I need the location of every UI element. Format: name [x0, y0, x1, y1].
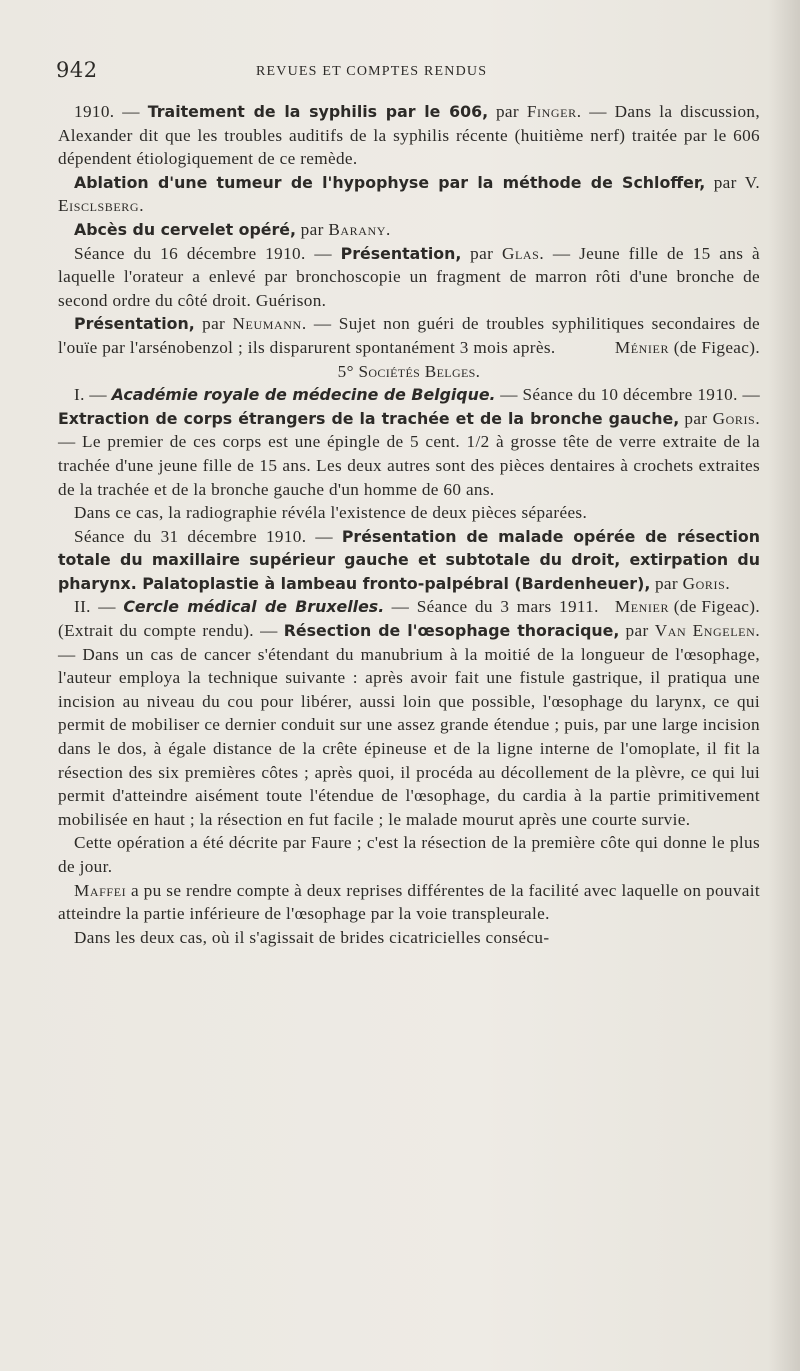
paragraph-cervelet: Abcès du cervelet opéré, par Barany.	[74, 219, 391, 239]
paragraph-academie-royale: I. — Académie royale de médecine de Belgique. — Séance du 10 décembre 1910. — Extraction de corps étrangers de la trachée et de la bronche gauche, par Goris. — Le premier de ces corps est une épingle de 5 cent. 1/2 à grosse tête de verre extraite de la trachée d'une jeune fille de 15 ans. Les deux autres sont des pièces dentaires à crochets extraites de la trachée et de la bronche gauche d'un homme de 60 ans.	[58, 385, 760, 499]
author-name: Barany	[328, 219, 387, 239]
paragraph-faure: Cette opération a été décrite par Faure ; c'est la résection de la première côte qui donne le plus de jour.	[58, 833, 760, 876]
item-title: Extraction de corps étrangers de la trachée et de la bronche gauche,	[58, 408, 680, 428]
author-name: Van Engelen	[654, 621, 756, 641]
paragraph-maffei: Maffei a pu se rendre compte à deux reprises différentes de la facilité avec laquelle on pouvait atteindre la partie inférieure de l'œsophage par la voie transpleurale.	[58, 880, 760, 924]
author-name: Glas	[501, 243, 540, 263]
author-name: Finger	[526, 102, 577, 121]
society-name: Cercle médical de Bruxelles.	[123, 597, 385, 617]
item-title: Présentation,	[74, 314, 195, 334]
article-body	[58, 100, 760, 949]
author-name: Goris	[712, 408, 756, 428]
author-name: Neumann	[232, 314, 302, 334]
paragraph-brides: Dans les deux cas, où il s'agissait de brides cicatricielles consécu-	[74, 927, 550, 947]
paragraph-presentation-neumann: Présentation, par Neumann. — Sujet non guéri de troubles syphilitiques secondaires de l'ouïe par l'arsénobenzol ; ils disparurent spontanément 3 mois après. Ménier (de Figeac).	[58, 312, 760, 359]
page-header	[56, 58, 776, 88]
item-title: Traitement de la syphilis par le 606,	[147, 102, 489, 121]
author-name: Eisclsberg	[58, 196, 140, 216]
paragraph-radiographie: Dans ce cas, la radiographie révéla l'existence de deux pièces séparées.	[74, 503, 588, 523]
item-title: Présentation de malade opérée de résection totale du maxillaire supérieur gauche et subtotale du droit, extirpation du pharynx. Palatoplastie à lambeau fronto-palpébral (Bardenheuer),	[58, 526, 760, 593]
item-title: Résection de l'œsophage thoracique,	[283, 621, 620, 641]
paragraph-syphilis-606: 1910. — Traitement de la syphilis par le 606, par Finger. — Dans la discussion, Alexander dit que les troubles auditifs de la syphilis récente (huitième nerf) traitée par le 606 dépendent étiologiquement de ce remède.	[58, 102, 760, 169]
item-title: Abcès du cervelet opéré,	[74, 219, 297, 239]
paragraph-seance-31-decembre: Séance du 31 décembre 1910. — Présentation de malade opérée de résection totale du maxillaire supérieur gauche et subtotale du droit, extirpation du pharynx. Palatoplastie à lambeau fronto-palpébral (Bardenheuer), par Goris. Menier (de Figeac).	[58, 525, 760, 596]
item-title: Présentation,	[340, 243, 462, 263]
item-title: Ablation d'une tumeur de l'hypophyse par la méthode de Schloffer,	[74, 172, 706, 192]
paragraph-hypophyse: Ablation d'une tumeur de l'hypophyse par la méthode de Schloffer, par V. Eisclsberg.	[58, 172, 760, 216]
author-name: Goris	[682, 573, 726, 593]
page-number: 942	[56, 58, 98, 82]
paragraph-seance-16-decembre: Séance du 16 décembre 1910. — Présentation, par Glas. — Jeune fille de 15 ans à laquelle l'orateur a enlevé par bronchoscopie un fragment de marron rôti d'une bronche de second ordre du côté droit. Guérison.	[58, 243, 760, 310]
section-heading: 5° Sociétés Belges.	[337, 361, 481, 381]
signature: Menier (de Figeac).	[614, 597, 760, 617]
society-name: Académie royale de médecine de Belgique.	[111, 385, 496, 405]
signature: Ménier (de Figeac).	[614, 337, 760, 357]
author-name: Maffei	[74, 880, 127, 900]
paragraph-cercle-medical: II. — Cercle médical de Bruxelles. — Séance du 3 mars 1911. (Extrait du compte rendu). — Résection de l'œsophage thoracique, par Van Engelen. — Dans un cas de cancer s'étendant du manubrium à la moitié de la longueur de l'œsophage, l'auteur employa la technique suivante : après avoir fait une fistule gastrique, il pratiqua une incision au niveau du cou pour libérer, aussi loin que possible, l'œsophage du larynx, ce qui permit de mobiliser ce dernier conduit sur une assez grande étendue ; puis, par une large incision dans le dos, à égale distance de la crête épineuse et de la ligne interne de l'omoplate, il fit la résection des six premières côtes ; après quoi, il procéda au décollement de la plèvre, ce qui lui permit d'atteindre aisément toute l'étendue de l'œsophage, du cardia à la partie primitivement mobilisée en haut ; la résection en fut facile ; le malade mourut après une courte survie.	[58, 597, 760, 829]
running-title: REVUES ET COMPTES RENDUS	[256, 64, 488, 79]
